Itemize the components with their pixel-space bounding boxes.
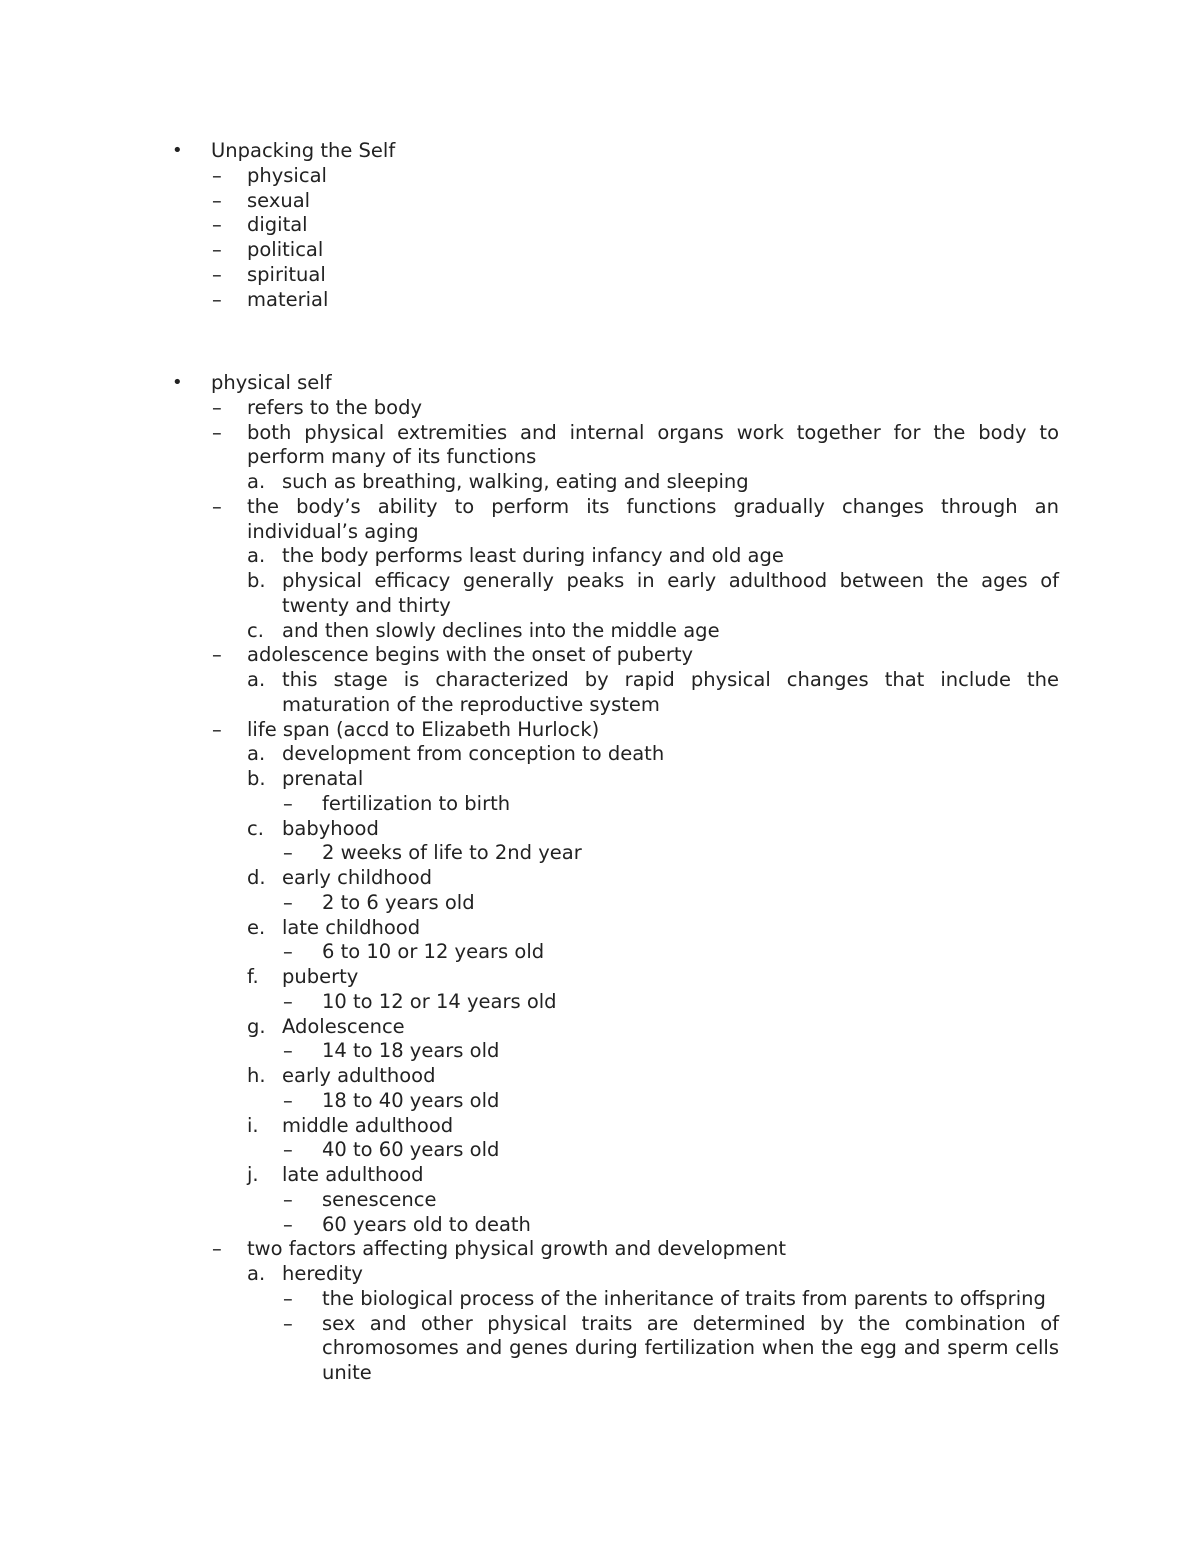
list-item <box>0 213 1200 238</box>
detail-item <box>0 1138 1200 1163</box>
letter-marker: c. <box>247 816 264 840</box>
sub-item <box>0 569 1200 619</box>
dash-marker: – <box>283 841 293 865</box>
letter-marker: d. <box>247 866 266 889</box>
detail-item <box>0 1213 1200 1238</box>
list-item <box>0 164 1200 189</box>
dash-marker: – <box>283 1187 293 1211</box>
letter-marker: f. <box>247 965 259 988</box>
dash-marker: – <box>212 238 222 261</box>
sub-item <box>0 619 1200 644</box>
detail-item-text: sex and other physical traits are determined by the combination of chromosomes and genes during fertilization when the egg and sperm cells unite <box>322 1311 1059 1384</box>
section-physical-self <box>0 371 1200 1386</box>
dash-marker: – <box>212 395 222 419</box>
letter-marker: a. <box>247 1262 266 1285</box>
list-item-text: life span (accd to Elizabeth Hurlock) <box>247 717 600 741</box>
list-item-text: both physical extremities and internal organs work together for the body to perform many of its functions <box>247 420 1059 469</box>
list-item-text: physical <box>247 163 327 187</box>
letter-marker: b. <box>247 767 266 790</box>
detail-item <box>0 841 1200 866</box>
list-item <box>0 288 1200 313</box>
dash-marker: – <box>212 262 222 286</box>
list-item <box>0 421 1200 471</box>
detail-item-text: 18 to 40 years old <box>322 1088 500 1112</box>
sub-item-text: early adulthood <box>282 1064 436 1087</box>
dash-marker: – <box>283 890 293 914</box>
sub-item <box>0 965 1200 990</box>
dash-marker: – <box>212 643 222 667</box>
sub-item-text: development from conception to death <box>282 742 665 766</box>
sub-item <box>0 742 1200 767</box>
section-unpacking-the-self <box>0 139 1200 312</box>
dash-marker: – <box>212 188 222 212</box>
list-item <box>0 718 1200 743</box>
letter-marker: j. <box>247 1163 259 1186</box>
dash-marker: – <box>283 1311 293 1335</box>
dash-marker: – <box>212 213 222 237</box>
detail-item-text: 6 to 10 or 12 years old <box>322 940 545 964</box>
sub-item <box>0 1064 1200 1089</box>
sub-item-text: late adulthood <box>282 1163 424 1186</box>
detail-item-text: senescence <box>322 1187 437 1211</box>
detail-item <box>0 940 1200 965</box>
letter-marker: b. <box>247 569 266 592</box>
sub-item-text: the body performs least during infancy and old age <box>282 544 784 568</box>
sub-item-text: heredity <box>282 1262 363 1285</box>
detail-item <box>0 990 1200 1015</box>
detail-item-text: 40 to 60 years old <box>322 1138 500 1162</box>
sub-item-text: prenatal <box>282 767 364 790</box>
sub-item <box>0 817 1200 842</box>
list-item <box>0 1237 1200 1262</box>
list-item-text: material <box>247 287 329 311</box>
dash-marker: – <box>283 791 293 815</box>
detail-item <box>0 1089 1200 1114</box>
dash-marker: – <box>283 1212 293 1236</box>
detail-item-text: 2 weeks of life to 2nd year <box>322 841 582 865</box>
letter-marker: a. <box>247 470 266 493</box>
list-item-text: the body’s ability to perform its functions gradually changes through an individual’s aging <box>247 494 1059 543</box>
detail-item-text: 2 to 6 years old <box>322 890 475 914</box>
sub-item <box>0 1262 1200 1287</box>
list-item-text: adolescence begins with the onset of puberty <box>247 643 694 667</box>
section-heading: physical self <box>211 371 332 394</box>
dash-marker: – <box>283 1138 293 1162</box>
sub-item-text: physical efficacy generally peaks in early adulthood between the ages of twenty and thirty <box>282 569 1059 617</box>
sub-item-text: such as breathing, walking, eating and sleeping <box>282 470 749 493</box>
dash-marker: – <box>212 163 222 187</box>
sub-item <box>0 767 1200 792</box>
dash-marker: – <box>283 940 293 964</box>
letter-marker: a. <box>247 544 266 568</box>
detail-item-text: the biological process of the inheritance of traits from parents to offspring <box>322 1286 1046 1310</box>
dash-marker: – <box>212 420 222 444</box>
detail-item <box>0 1039 1200 1064</box>
detail-item-text: fertilization to birth <box>322 791 511 815</box>
dash-marker: – <box>283 1286 293 1310</box>
letter-marker: a. <box>247 668 266 691</box>
detail-item <box>0 891 1200 916</box>
sub-item <box>0 1114 1200 1139</box>
sub-item-text: this stage is characterized by rapid physical changes that include the maturation of the reproductive system <box>282 668 1059 716</box>
dash-marker: – <box>212 494 222 518</box>
detail-item-text: 60 years old to death <box>322 1212 531 1236</box>
bullet-marker: • <box>172 140 183 161</box>
letter-marker: g. <box>247 1014 266 1038</box>
section-heading-row <box>0 139 1200 164</box>
detail-item-text: 14 to 18 years old <box>322 1039 500 1063</box>
sub-item <box>0 1163 1200 1188</box>
detail-item <box>0 792 1200 817</box>
sub-item-text: Adolescence <box>282 1014 405 1038</box>
sub-item <box>0 916 1200 941</box>
letter-marker: e. <box>247 915 266 939</box>
bullet-marker: • <box>172 372 183 393</box>
detail-item <box>0 1287 1200 1312</box>
sub-item-text: and then slowly declines into the middle age <box>282 618 720 642</box>
dash-marker: – <box>283 989 293 1013</box>
list-item-text: sexual <box>247 188 311 212</box>
detail-item-text: 10 to 12 or 14 years old <box>322 989 557 1013</box>
letter-marker: i. <box>247 1113 259 1137</box>
section-heading-row <box>0 371 1200 396</box>
detail-item <box>0 1188 1200 1213</box>
sub-item-text: late childhood <box>282 915 421 939</box>
dash-marker: – <box>212 287 222 311</box>
list-item-text: spiritual <box>247 262 326 286</box>
list-item-text: digital <box>247 213 308 237</box>
sub-item <box>0 1015 1200 1040</box>
sub-item <box>0 544 1200 569</box>
list-item <box>0 189 1200 214</box>
dash-marker: – <box>283 1039 293 1063</box>
detail-item <box>0 1312 1200 1386</box>
list-item-text: political <box>247 238 324 261</box>
section-heading: Unpacking the Self <box>211 139 396 162</box>
sub-item-text: early childhood <box>282 866 433 889</box>
dash-marker: – <box>212 1237 222 1261</box>
sub-item <box>0 470 1200 495</box>
sub-item-text: middle adulthood <box>282 1113 454 1137</box>
sub-item-text: puberty <box>282 965 359 988</box>
sub-item-text: babyhood <box>282 816 379 840</box>
sub-item <box>0 668 1200 718</box>
list-item-text: two factors affecting physical growth and development <box>247 1237 787 1261</box>
dash-marker: – <box>283 1088 293 1112</box>
list-item-text: refers to the body <box>247 395 423 419</box>
list-item <box>0 495 1200 545</box>
list-item <box>0 238 1200 263</box>
list-item <box>0 643 1200 668</box>
letter-marker: h. <box>247 1064 266 1087</box>
dash-marker: – <box>212 717 222 741</box>
list-item <box>0 396 1200 421</box>
list-item <box>0 263 1200 288</box>
letter-marker: a. <box>247 742 266 766</box>
sub-item <box>0 866 1200 891</box>
letter-marker: c. <box>247 618 264 642</box>
